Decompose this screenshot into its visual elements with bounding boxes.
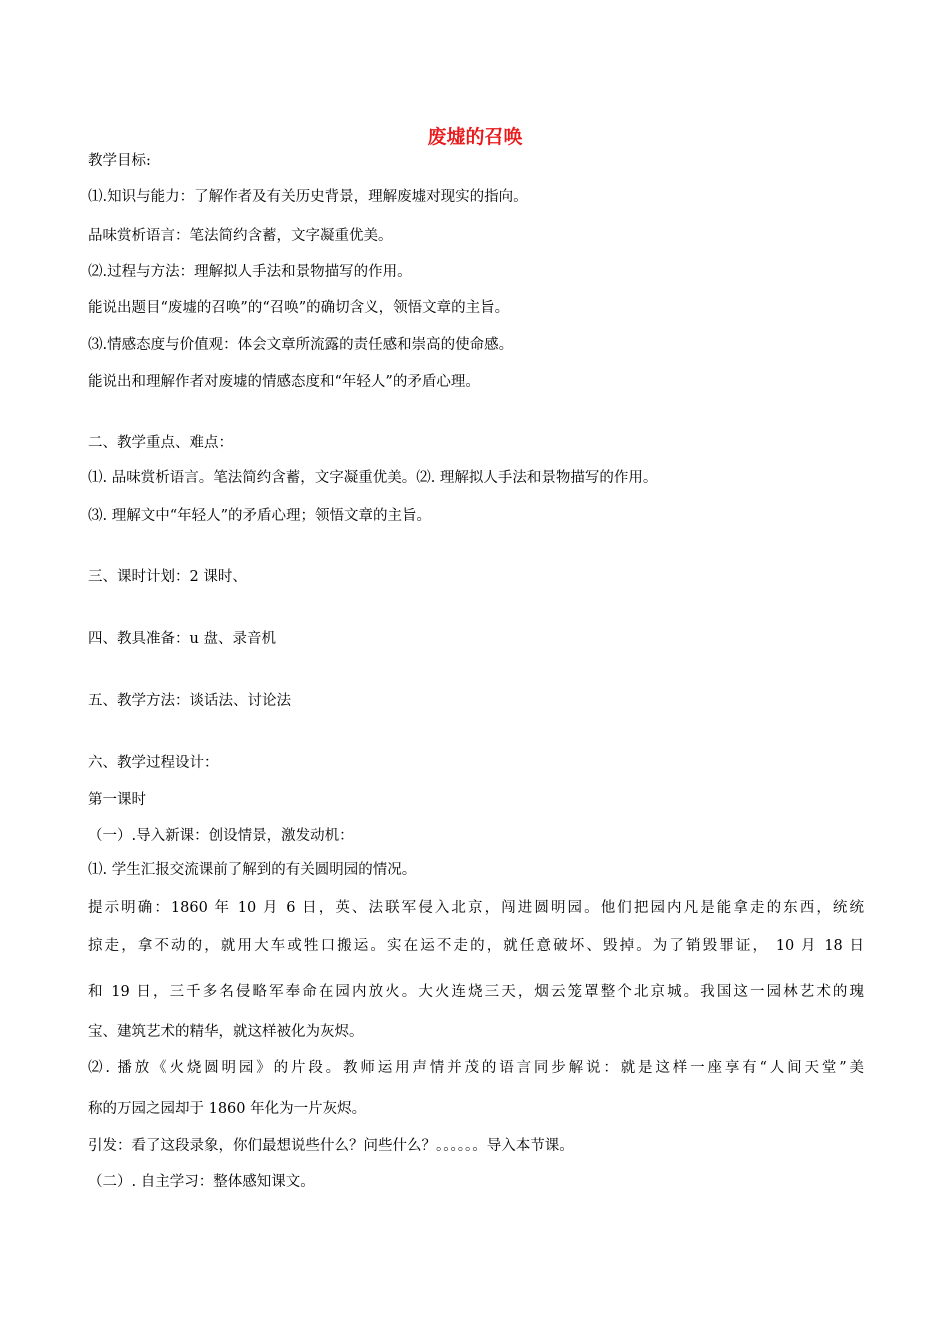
paragraph-hint-line-4: 宝、建筑艺术的精华，就这样被化为灰烬。: [88, 1024, 364, 1040]
paragraph-first-lesson: 第一课时: [88, 792, 146, 808]
paragraph-self-study: （二）. 自主学习：整体感知课文。: [88, 1174, 315, 1190]
paragraph-goal-title-meaning: 能说出题目“废墟的召唤”的“召唤”的确切含义，领悟文章的主旨。: [88, 300, 510, 316]
document-title: 废墟的召唤: [427, 126, 523, 148]
heading-process-design: 六、教学过程设计：: [88, 755, 219, 771]
paragraph-goal-process: ⑵.过程与方法：理解拟人手法和景物描写的作用。: [88, 264, 412, 280]
paragraph-goal-knowledge: ⑴.知识与能力：了解作者及有关历史背景，理解废墟对现实的指向。: [88, 189, 528, 205]
paragraph-hint-line-2: 掠走，拿不动的，就用大车或牲口搬运。实在运不走的，就任意破坏、毁掉。为了销毁罪证， 10 月 18 日: [88, 938, 864, 954]
heading-teaching-methods: 五、教学方法：谈话法、讨论法: [88, 693, 291, 709]
heading-teaching-aids: 四、教具准备：u 盘、录音机: [88, 631, 276, 647]
paragraph-hint-line-3: 和 19 日，三千多名侵略军奉命在园内放火。大火连烧三天，烟云笼罩整个北京城。我国这一园林艺术的瑰: [88, 984, 864, 1000]
heading-key-points: 二、教学重点、难点：: [88, 435, 233, 451]
paragraph-key-point-3: ⑶. 理解文中“年轻人”的矛盾心理；领悟文章的主旨。: [88, 508, 432, 524]
paragraph-key-point-1-2: ⑴. 品味赏析语言。笔法简约含蓄，文字凝重优美。⑵. 理解拟人手法和景物描写的作用。: [88, 470, 658, 486]
paragraph-goal-language: 品味赏析语言：笔法简约含蓄，文字凝重优美。: [88, 228, 393, 244]
paragraph-student-report: ⑴. 学生汇报交流课前了解到的有关圆明园的情况。: [88, 862, 417, 878]
paragraph-video-line-1: ⑵. 播放《火烧圆明园》的片段。教师运用声情并茂的语言同步解说：就是这样一座享有“人间天堂”美: [88, 1060, 864, 1076]
paragraph-teaching-goals-heading: 教学目标:: [88, 153, 151, 169]
heading-schedule: 三、课时计划：2 课时、: [88, 569, 247, 585]
paragraph-goal-emotion: ⑶.情感态度与价值观：体会文章所流露的责任感和崇高的使命感。: [88, 337, 514, 353]
paragraph-introduction: （一）.导入新课：创设情景，激发动机：: [88, 828, 354, 844]
paragraph-video-line-2: 称的万园之园却于 1860 年化为一片灰烬。: [88, 1101, 367, 1117]
paragraph-goal-attitude: 能说出和理解作者对废墟的情感态度和“年轻人”的矛盾心理。: [88, 374, 480, 390]
paragraph-prompt: 引发：看了这段录象，你们最想说些什么？问些什么？。。。。。。导入本节课。: [88, 1138, 574, 1154]
paragraph-hint-line-1: 提示明确：1860 年 10 月 6 日，英、法联军侵入北京，闯进圆明园。他们把园内凡是能拿走的东西，统统: [88, 900, 864, 916]
